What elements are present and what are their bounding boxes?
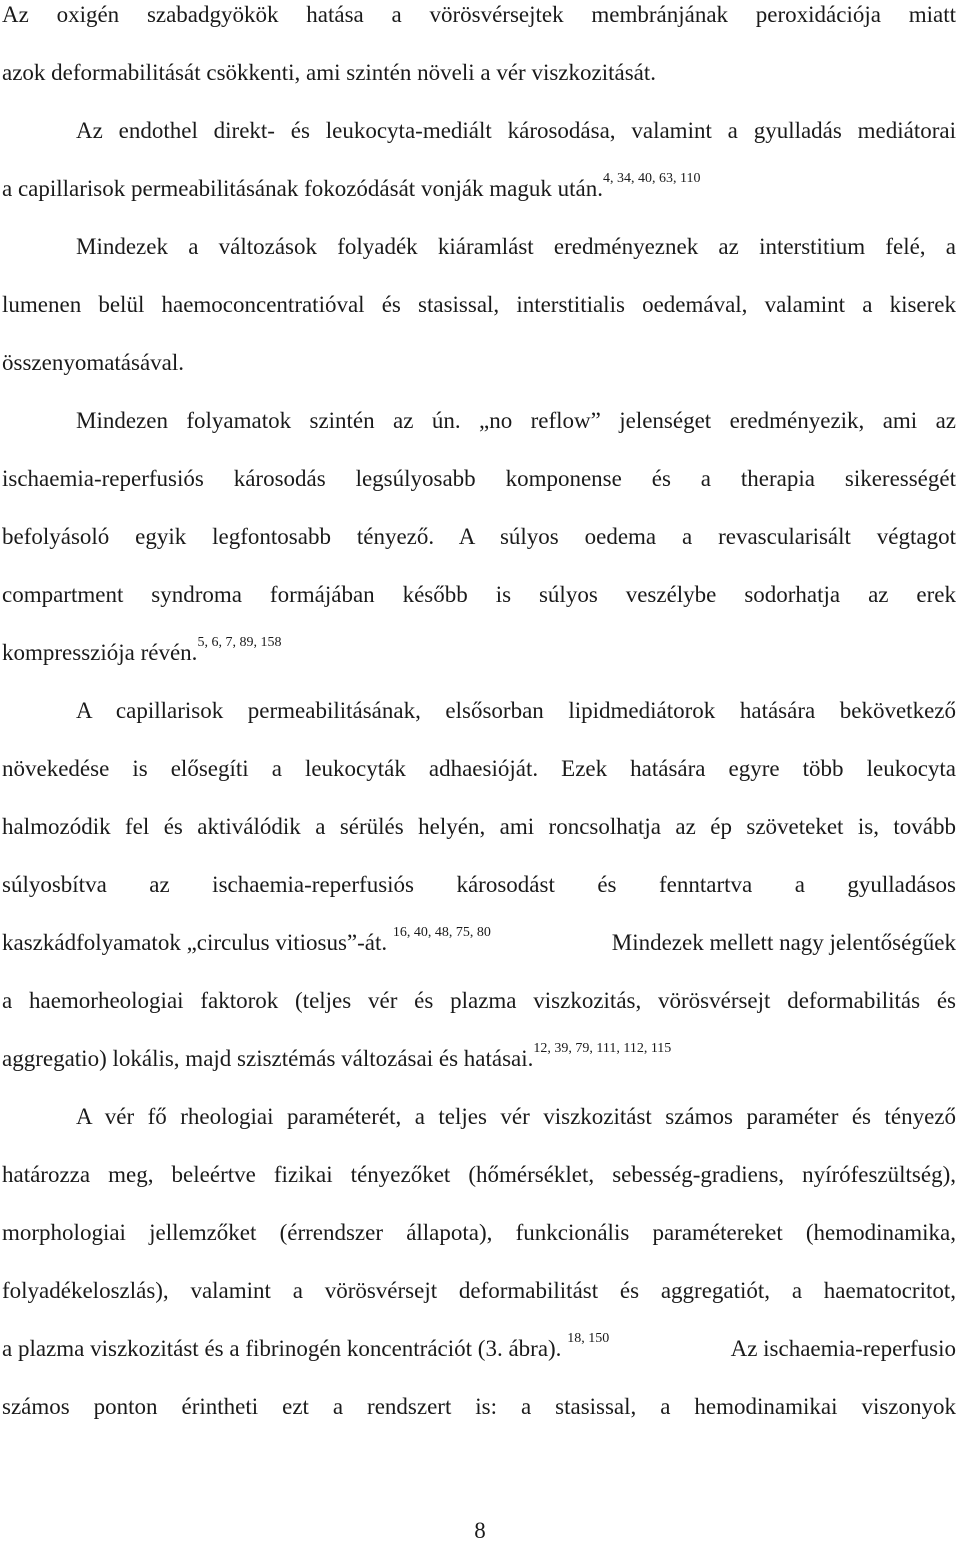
text-line: befolyásoló egyik legfontosabb tényező. A súlyos oedema a revascularisált végtagot xyxy=(2,524,956,549)
text-line: ischaemia-reperfusiós károsodás legsúlyosabb komponense és a therapia sikerességét xyxy=(2,466,956,491)
text-line: azok deformabilitását csökkenti, ami szintén növeli a vér viszkozitását. xyxy=(2,60,657,85)
text-line: a plazma viszkozitást és a fibrinogén koncentrációt (3. ábra). $^{18, 150}$ Az ischaemia-reperfusio xyxy=(2,1331,956,1361)
text-line: lumenen belül haemoconcentratióval és stasissal, interstitialis oedemával, valamint a kiserek xyxy=(2,292,956,317)
text-line: aggregatio) lokális, majd szisztémás változásai és hatásai.$^{12, 39, 79, 111, 112, 115}$ xyxy=(2,1041,672,1071)
text-line: folyadékeloszlás), valamint a vörösvérsejt deformabilitást és aggregatiót, a haematocritot, xyxy=(2,1278,956,1303)
citation-superscript: 5, 6, 7, 89, 158 xyxy=(197,635,282,650)
text-line: Az endothel direkt- és leukocyta-mediált károsodása, valamint a gyulladás mediátorai xyxy=(76,118,956,143)
text-line: A capillarisok permeabilitásának, elsősorban lipidmediátorok hatására bekövetkező xyxy=(76,698,956,723)
text-line: compartment syndroma formájában később is súlyos veszélybe sodorhatja az erek xyxy=(2,582,956,607)
citation-superscript: 18, 150 xyxy=(567,1331,610,1346)
citation-superscript: 16, 40, 48, 75, 80 xyxy=(392,925,491,940)
text-line: kompressziója révén.$^{5, 6, 7, 89, 158}$ xyxy=(2,635,282,665)
text-line: kaszkádfolyamatok „circulus vitiosus”-át. $^{16, 40, 48, 75, 80}$ Mindezek mellett nagy jelentőségűek xyxy=(2,925,956,955)
text-line: összenyomatásával. xyxy=(2,350,185,375)
citation-superscript: 4, 34, 40, 63, 110 xyxy=(603,171,701,186)
text-line: morphologiai jellemzőket (érrendszer állapota), funkcionális paramétereket (hemodinamika, xyxy=(2,1220,956,1245)
text-line: halmozódik fel és aktiválódik a sérülés helyén, ami roncsolhatja az ép szöveteket is, tovább xyxy=(2,814,956,839)
text-line: súlyosbítva az ischaemia-reperfusiós károsodást és fenntartva a gyulladásos xyxy=(2,872,956,897)
text-line: határozza meg, beleértve fizikai tényezőket (hőmérséklet, sebesség-gradiens, nyírófeszültség), xyxy=(2,1162,956,1187)
text-line: Mindezek a változások folyadék kiáramlást eredményeznek az interstitium felé, a xyxy=(76,234,956,259)
text-line: Az oxigén szabadgyökök hatása a vörösvérsejtek membránjának peroxidációja miatt xyxy=(2,2,956,27)
text-line: számos ponton érintheti ezt a rendszert is: a stasissal, a hemodinamikai viszonyok xyxy=(2,1394,956,1419)
text-line: Mindezen folyamatok szintén az ún. „no reflow” jelenséget eredményezik, ami az xyxy=(76,408,956,433)
page-number: 8 xyxy=(474,1518,486,1543)
text-line: a capillarisok permeabilitásának fokozódását vonják maguk után.$^{4, 34, 40, 63, 110}$ xyxy=(2,171,701,201)
text-line: A vér fő rheologiai paraméterét, a teljes vér viszkozitást számos paraméter és tényező xyxy=(76,1104,956,1129)
text-line: növekedése is elősegíti a leukocyták adhaesióját. Ezek hatására egyre több leukocyta xyxy=(2,756,956,781)
text-line: a haemorheologiai faktorok (teljes vér és plazma viszkozitás, vörösvérsejt deformabilitás és xyxy=(2,988,956,1013)
citation-superscript: 12, 39, 79, 111, 112, 115 xyxy=(533,1041,672,1056)
